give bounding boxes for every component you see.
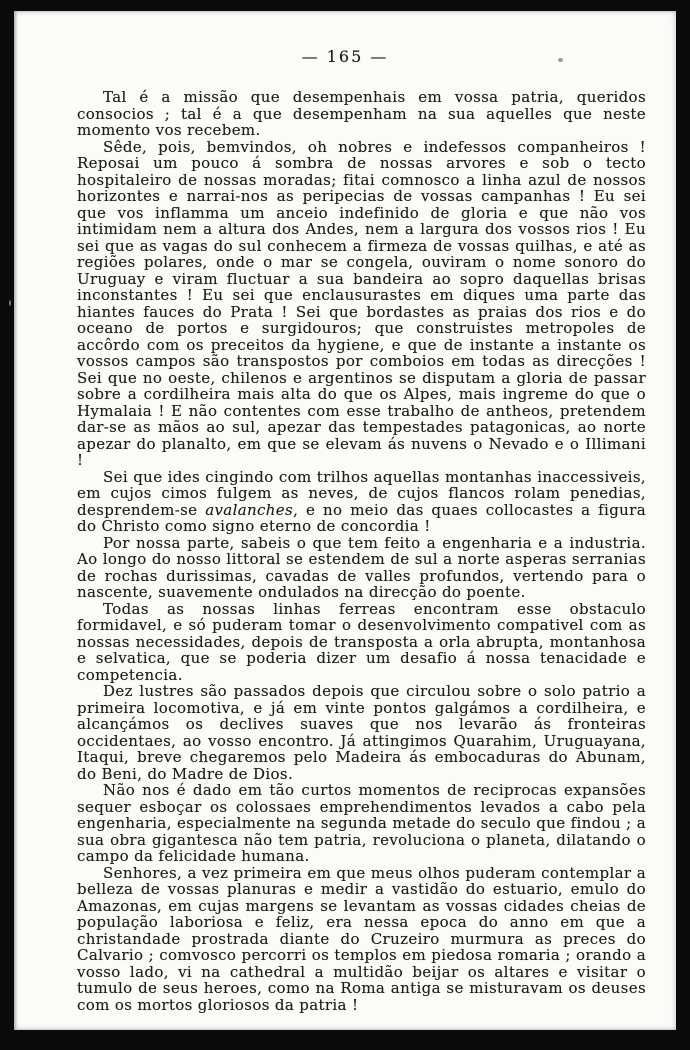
paragraph-3-text: Sei que ides cingindo com trilhos aquellas montanhas inaccessiveis, em cujos cimos fulgem as neves, de cujos flancos rolam penedias, desprendem-se [77, 467, 646, 519]
paragraph-3 [77, 469, 646, 535]
paragraph-7: Não nos é dado em tão curtos momentos de reciprocas expansões sequer esboçar os colossaes emprehendimentos levados a cabo pela engenharia, especialmente na segunda metade do seculo que findou ; a sua obra gigantesca não tem patria, revoluciona o planeta, dilatando o campo da felicidade humana. [77, 781, 646, 865]
book-page [14, 11, 676, 1030]
paragraph-1: Tal é a missão que desempenhais em vossa patria, queridos consocios ; tal é a que desempenham na sua aquelles que neste momento vos recebem. [77, 88, 646, 139]
paragraph-5: Todas as nossas linhas ferreas encontram esse obstaculo formidavel, e só puderam tomar o desenvolvimento compativel com as nossas necessidades, depois de transposta a orla abrupta, montanhosa e selvatica, que se poderia dizer um desafio á nossa tenacidade e competencia. [77, 599, 646, 684]
paragraph-3-text-end: , e no meio das quaes collocastes a figura do Christo como signo eterno de concordia ! [77, 500, 646, 535]
scan-speck [558, 58, 563, 62]
paragraph-4: Por nossa parte, sabeis o que tem feito a engenharia e a industria. Ao longo do nosso littoral se estendem de sul a norte asperas serranias de rochas durissimas, cavadas de valles profundos, vertendo para o nascente, suavemente ondulados na direcção do poente. [77, 533, 646, 601]
italic-word-avalanches: avalanches [205, 500, 294, 519]
paragraph-2: Sêde, pois, bemvindos, oh nobres e indefessos companheiros ! Reposai um pouco á sombra de nossas arvores e sob o tecto hospitaleiro de nossas moradas; fitai comnosco a linha azul de nossos horizontes e narrai-nos as peripecias de vossas campanhas ! Eu sei que vos inflamma um anceio indefinido de gloria e que não vos intimidam nem a altura dos Andes, nem a largura dos vossos rios ! Eu sei que as vagas do sul conhecem a firmeza de vossas quilhas, e até as regiões polares, onde o mar se congela, ouviram o nome sonoro do Uruguay e viram fluctuar a sua bandeira ao sopro daquellas brisas inconstantes ! Eu sei que enclausurastes em diques uma parte das hiantes fauces do Prata ! Sei que bordastes as praias dos rios e do oceano de portos e surgidouros; que construistes metropoles de accôrdo com os preceitos da hygiene, e que de instante a instante os vossos campos são transpostos por comboios em todas as direcções ! Sei que no oeste, chilenos e argentinos se disputam a gloria de passar sobre a cordilheira mais alta do que os Alpes, mais ingreme do que o Hymalaia ! E não contentes com esse trabalho de antheos, pretendem dar-se as mãos ao sul, apezar das tempestades patagonicas, ao norte apezar do planalto, em que se elevam ás nuvens o Nevado e o Illimani ! [77, 137, 646, 469]
paragraph-8: Senhores, a vez primeira em que meus olhos puderam contemplar a belleza de vossas planuras e medir a vastidão do estuario, emulo do Amazonas, em cujas margens se levantam as vossas cidades cheias de população laboriosa e feliz, era nessa epoca do anno em que a christandade prostrada diante do Cruzeiro murmura as preces do Calvario ; comvosco percorri os templos em piedosa romaria ; orando a vosso lado, vi na cathedral a multidão beijar os altares e visitar o tumulo de seus heroes, como na Roma antiga se misturavam os deuses com os mortos gloriosos da patria ! [77, 863, 646, 1014]
scan-speck [9, 300, 11, 306]
page-number: — 165 — [301, 47, 389, 66]
page-body-text [77, 89, 646, 1013]
paragraph-6: Dez lustres são passados depois que circulou sobre o solo patrio a primeira locomotiva, e já em vinte pontos galgámos a cordilheira, e alcançámos os declives suaves que nos levarão ás fronteiras occidentaes, ao vosso encontro. Já attingimos Quarahim, Uruguayana, Itaqui, breve chegaremos pelo Madeira ás embocaduras do Abunam, do Beni, do Madre de Dios. [77, 682, 646, 783]
